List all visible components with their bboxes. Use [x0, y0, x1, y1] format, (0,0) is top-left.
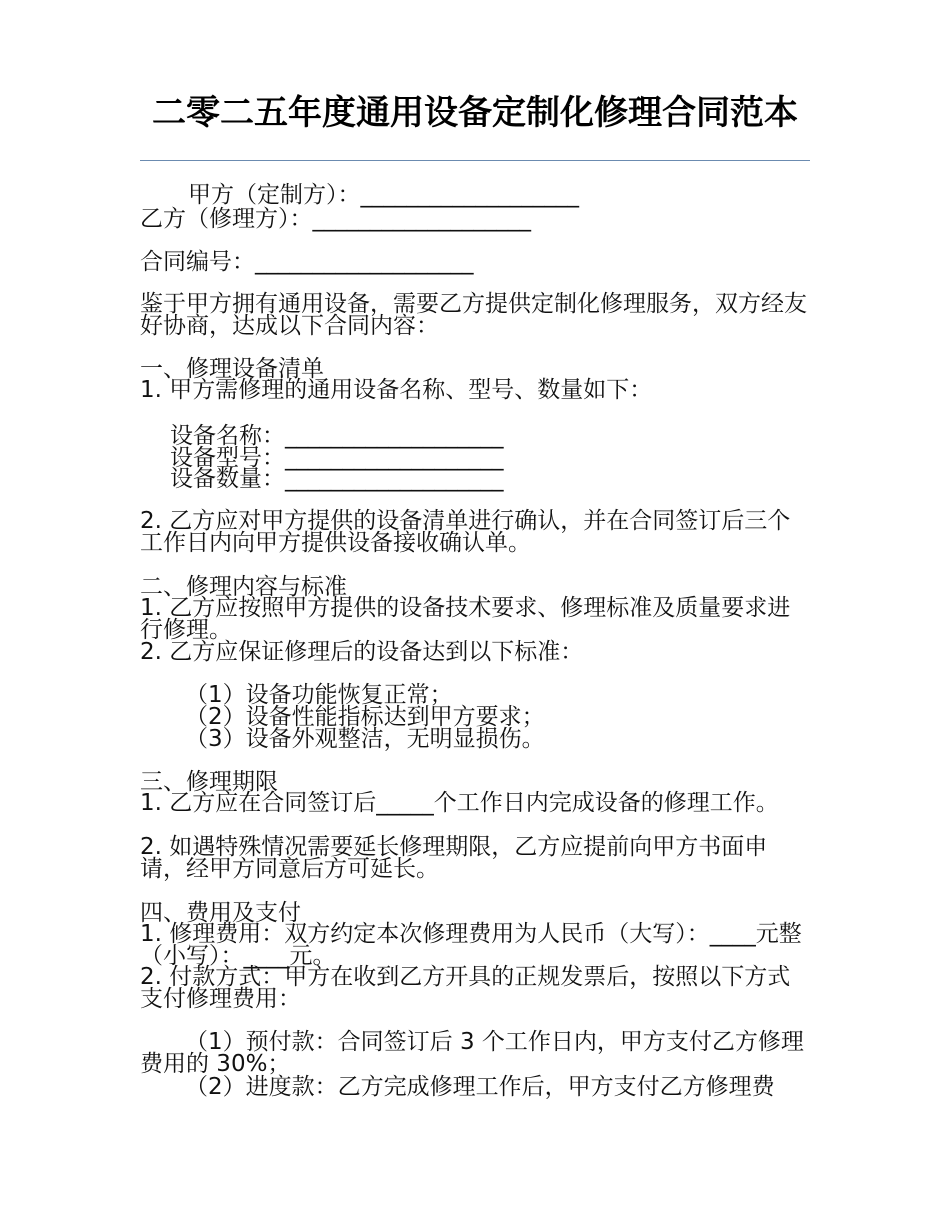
equipment-name-line: 设备名称：___________________	[170, 423, 504, 449]
section4-item1: 1. 修理费用：双方约定本次修理费用为人民币（大写）：____元整（小写）：____元。	[140, 921, 802, 969]
document-title: 二零二五年度通用设备定制化修理合同范本	[152, 93, 798, 133]
section1-item1: 1. 甲方需修理的通用设备名称、型号、数量如下：	[140, 377, 653, 403]
standard-item-3: （3）设备外观整洁，无明显损伤。	[185, 726, 545, 752]
title-divider	[140, 160, 810, 161]
section2-heading: 二、修理内容与标准	[140, 574, 347, 600]
payment-item-2: （2）进度款：乙方完成修理工作后，甲方支付乙方修理费	[185, 1074, 775, 1100]
section1-item2: 2. 乙方应对甲方提供的设备清单进行确认，并在合同签订后三个工作日内向甲方提供设备接收确认单。	[140, 508, 791, 556]
party-a-line: 甲方（定制方）：___________________	[188, 182, 579, 208]
section2-item1: 1. 乙方应按照甲方提供的设备技术要求、修理标准及质量要求进行修理。	[140, 595, 791, 643]
contract-number-line: 合同编号：___________________	[140, 249, 474, 275]
section2-item2: 2. 乙方应保证修理后的设备达到以下标准：	[140, 639, 584, 665]
payment-item-1: （1）预付款：合同签订后 3 个工作日内，甲方支付乙方修理费用的 30%；	[140, 1029, 804, 1077]
standard-item-2: （2）设备性能指标达到甲方要求；	[185, 704, 545, 730]
equipment-quantity-line: 设备数量：___________________	[170, 466, 504, 492]
section3-item1: 1. 乙方应在合同签订后_____个工作日内完成设备的修理工作。	[140, 790, 779, 816]
section4-item2: 2. 付款方式：甲方在收到乙方开具的正规发票后，按照以下方式支付修理费用：	[140, 964, 791, 1012]
party-b-line: 乙方（修理方）：___________________	[140, 206, 531, 232]
intro-paragraph: 鉴于甲方拥有通用设备，需要乙方提供定制化修理服务，双方经友好协商，达成以下合同内容：	[140, 291, 807, 339]
section3-item2: 2. 如遇特殊情况需要延长修理期限，乙方应提前向甲方书面申请，经甲方同意后方可延长。	[140, 834, 768, 882]
standard-item-1: （1）设备功能恢复正常；	[185, 682, 453, 708]
equipment-model-line: 设备型号：___________________	[170, 445, 504, 471]
section4-heading: 四、费用及支付	[140, 900, 301, 926]
section3-heading: 三、修理期限	[140, 769, 278, 795]
section1-heading: 一、修理设备清单	[140, 356, 324, 382]
